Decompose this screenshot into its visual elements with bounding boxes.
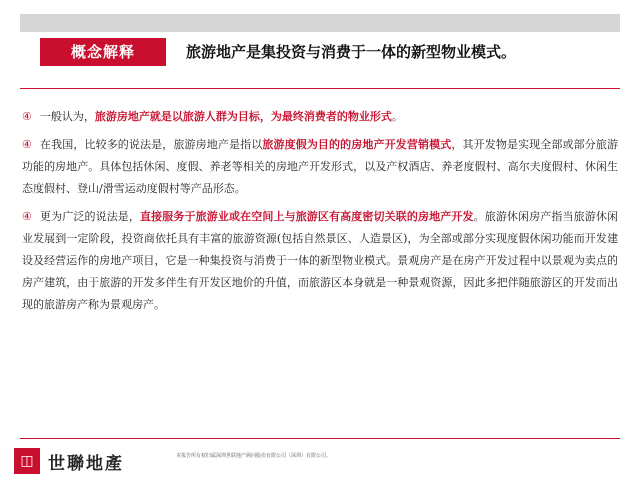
para-text: 一般认为， [39,110,95,123]
para-text: 。旅游休闲房产指当旅游休闲业发展到一定阶段，投资商依托具有丰富的旅游资源(包括自然景区、人造景区)，为全部或部分实现度假休闲功能而开发建设及经营运作的房地产项目，它是一种集投资与消费于一体的新型物业模式。景观房产是在房产开发过程中以景观为卖点的房产建筑，由于旅游的开发多伴生有开发区地价的升值，而旅游区本身就是一种景观资源，因此多把伴随旅游区的开发而出现的旅游房产称为景观房产。 [22,210,618,311]
bullet-icon: ④ [22,210,32,223]
para-emphasis: 直接服务于旅游业或在空间上与旅游区有高度密切关联的房地产开发 [140,210,474,223]
para-emphasis: 旅游房地产就是以旅游人群为目标，为最终消费者的物业形式 [94,110,392,123]
logo-text: 世聯地產 [48,453,124,474]
page-headline: 旅游地产是集投资与消费于一体的新型物业模式。 [186,43,517,61]
section-tag: 概念解释 [40,38,166,66]
bullet-icon: ④ [22,138,32,151]
bullet-icon: ④ [22,110,32,123]
content-body [22,106,618,322]
para-emphasis: 旅游度假为目的的房地产开发营销模式 [262,138,452,151]
para-text: ，其开发物是实现全部或部分旅游功能的房地产。具体包括休闲、度假、养老等相关的房地产开发形式，以及产权酒店、养老度假村、高尔夫度假村、休闲生态度假村、登山/滑雪运动度假村等产品形态。 [22,138,619,195]
company-logo [14,446,124,476]
footer-divider [20,438,620,439]
header-divider [20,88,620,89]
para-text: 。 [391,110,403,123]
paragraph-general-view [22,106,618,128]
top-decorative-bar [20,14,620,32]
para-text: 更为广泛的说法是， [39,210,141,223]
copyright-note: 本报告所有权归属深圳世联地产顾问股份有限公司（深圳）有限公司。 [176,453,332,459]
paragraph-broad-view [22,206,618,316]
para-text: 在我国，比较多的说法是，旅游房地产是指以 [39,138,263,151]
paragraph-china-view [22,134,618,200]
logo-mark-icon: ◫ [14,448,40,474]
